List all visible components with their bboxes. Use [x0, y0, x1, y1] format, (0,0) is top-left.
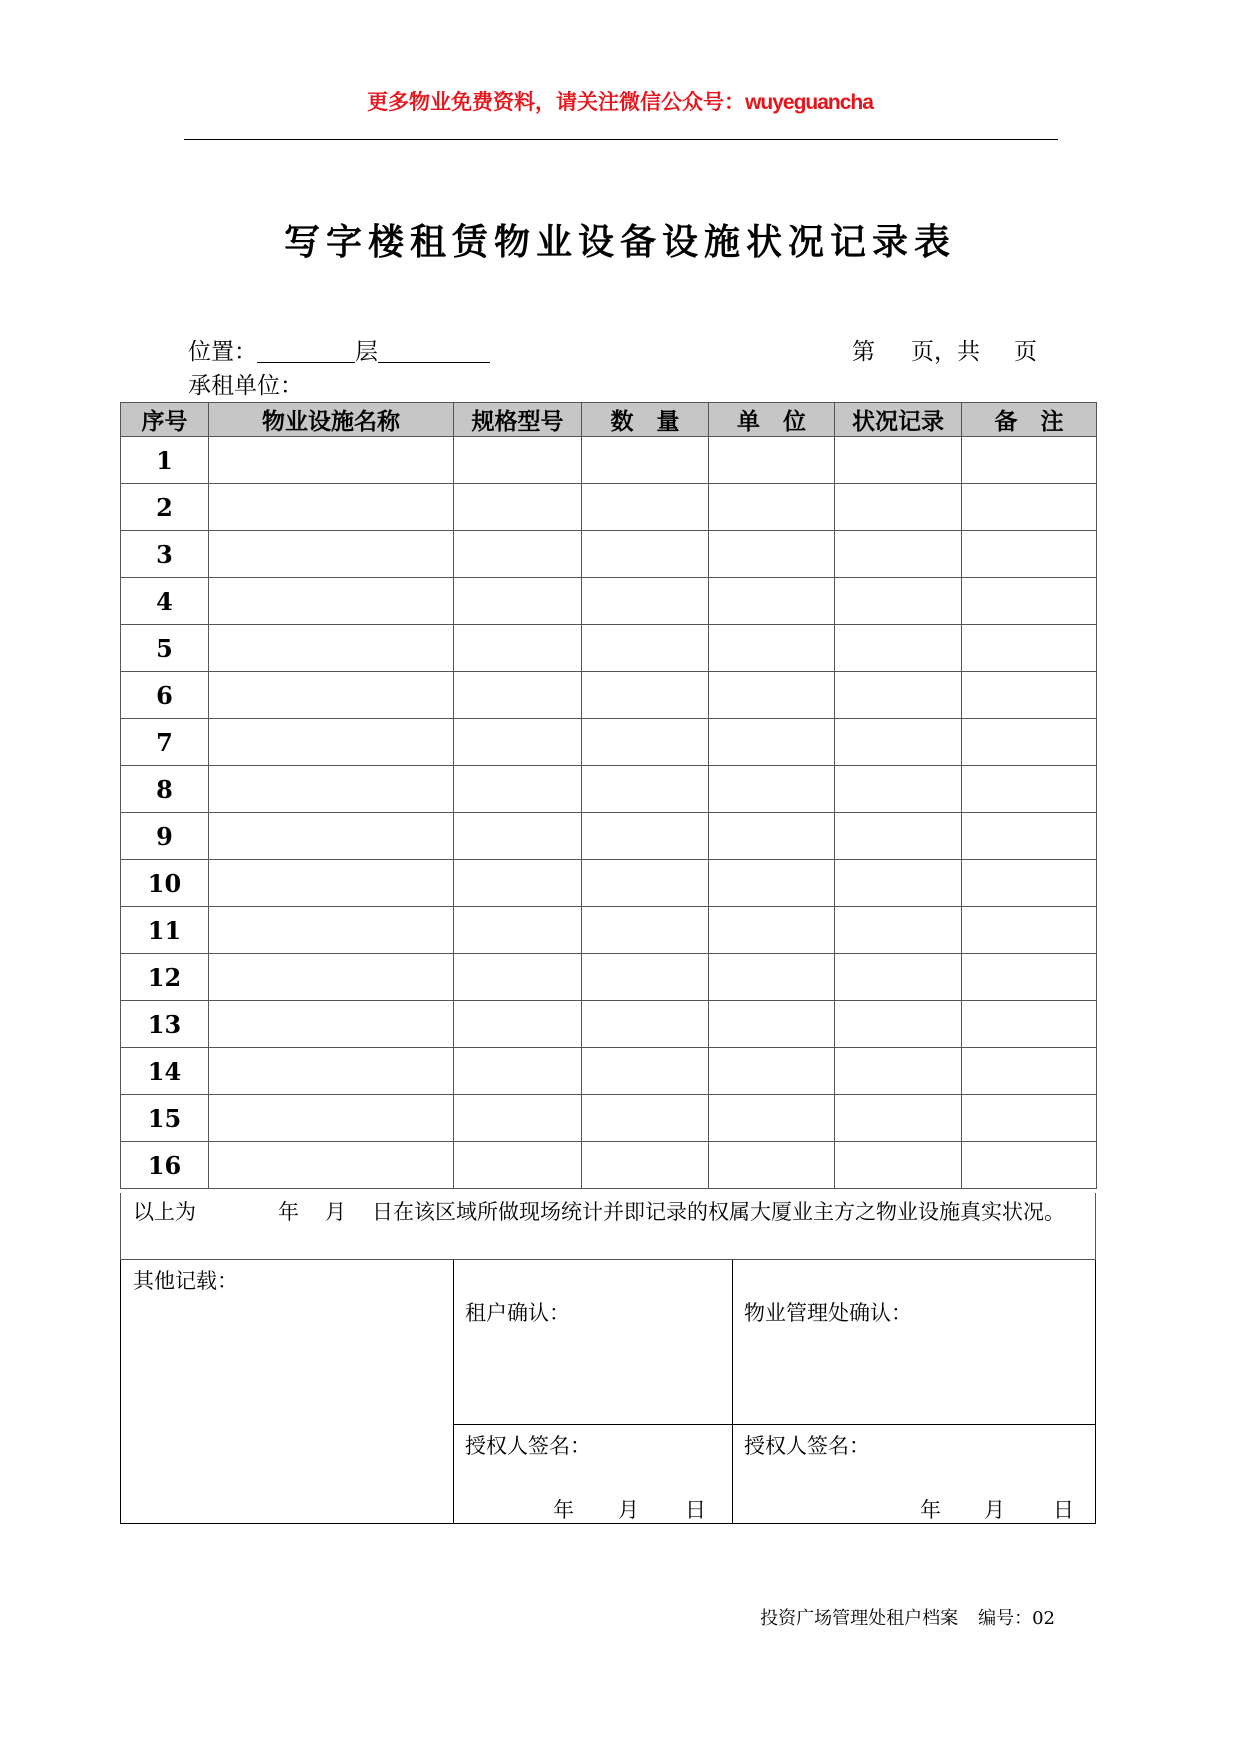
footer-code: 编号：02 — [978, 1608, 1055, 1629]
row-number: 1 — [121, 437, 209, 484]
floor-blank — [378, 340, 490, 363]
cell-unit[interactable] — [709, 578, 835, 625]
cell-remarks[interactable] — [962, 625, 1097, 672]
cell-name[interactable] — [209, 1142, 454, 1189]
cell-remarks[interactable] — [962, 672, 1097, 719]
cell-spec[interactable] — [454, 860, 582, 907]
row-number: 15 — [121, 1095, 209, 1142]
cell-name[interactable] — [209, 484, 454, 531]
cell-spec[interactable] — [454, 954, 582, 1001]
cell-status[interactable] — [835, 1048, 962, 1095]
header-banner — [0, 86, 1240, 116]
col-header-name: 物业设施名称 — [209, 403, 454, 437]
cell-remarks[interactable] — [962, 766, 1097, 813]
cell-spec[interactable] — [454, 1001, 582, 1048]
cell-spec[interactable] — [454, 437, 582, 484]
cell-status[interactable] — [835, 907, 962, 954]
cell-name[interactable] — [209, 813, 454, 860]
tenant-label: 承租单位： — [188, 373, 303, 399]
table-row — [121, 1142, 1097, 1189]
cell-remarks[interactable] — [962, 437, 1097, 484]
confirmation-section — [120, 1260, 1096, 1524]
cell-remarks[interactable] — [962, 1095, 1097, 1142]
cell-quantity[interactable] — [582, 484, 709, 531]
cell-name[interactable] — [209, 766, 454, 813]
cell-status[interactable] — [835, 719, 962, 766]
tenant-confirm-label: 租户确认： — [465, 1301, 570, 1325]
cell-name[interactable] — [209, 672, 454, 719]
cell-status[interactable] — [835, 625, 962, 672]
row-number: 14 — [121, 1048, 209, 1095]
page-label: 第 — [852, 339, 875, 365]
floor-label: 层 — [355, 339, 378, 365]
table-row — [121, 484, 1097, 531]
cell-quantity[interactable] — [582, 1001, 709, 1048]
mgmt-date-day: 日 — [1053, 1498, 1074, 1522]
cell-unit[interactable] — [709, 625, 835, 672]
table-row — [121, 766, 1097, 813]
cell-quantity[interactable] — [582, 813, 709, 860]
cell-remarks[interactable] — [962, 907, 1097, 954]
row-number: 7 — [121, 719, 209, 766]
table-row — [121, 860, 1097, 907]
cell-status[interactable] — [835, 1001, 962, 1048]
statement-text: 日在该区域所做现场统计并即记录的权属大厦业主方之物业设施真实状况。 — [372, 1200, 1065, 1224]
page-count-line — [852, 338, 1037, 366]
row-number: 6 — [121, 672, 209, 719]
page-end-label: 页 — [1014, 339, 1037, 365]
cell-spec[interactable] — [454, 672, 582, 719]
cell-quantity[interactable] — [582, 672, 709, 719]
cell-unit[interactable] — [709, 766, 835, 813]
cell-spec[interactable] — [454, 578, 582, 625]
page-title: 写字楼租赁物业设备设施状况记录表 — [283, 221, 956, 263]
facility-table — [120, 402, 1097, 1189]
cell-quantity[interactable] — [582, 1095, 709, 1142]
position-line — [188, 338, 490, 366]
cell-remarks[interactable] — [962, 1001, 1097, 1048]
table-header-row — [121, 403, 1097, 437]
cell-name[interactable] — [209, 719, 454, 766]
cell-name[interactable] — [209, 907, 454, 954]
mgmt-date-month: 月 — [984, 1498, 1005, 1522]
cell-name[interactable] — [209, 531, 454, 578]
divider-horizontal — [453, 1424, 1096, 1425]
cell-quantity[interactable] — [582, 860, 709, 907]
cell-name[interactable] — [209, 578, 454, 625]
cell-spec[interactable] — [454, 813, 582, 860]
row-number: 16 — [121, 1142, 209, 1189]
page-footer — [760, 1604, 1055, 1630]
tenant-date-year: 年 — [553, 1498, 574, 1522]
cell-unit[interactable] — [709, 531, 835, 578]
cell-spec[interactable] — [454, 1048, 582, 1095]
cell-status[interactable] — [835, 813, 962, 860]
cell-remarks[interactable] — [962, 813, 1097, 860]
cell-name[interactable] — [209, 625, 454, 672]
mgmt-sign-label: 授权人签名： — [744, 1434, 870, 1458]
footer-text: 投资广场管理处租户档案 — [760, 1608, 959, 1629]
table-row — [121, 1001, 1097, 1048]
table-row — [121, 625, 1097, 672]
cell-unit[interactable] — [709, 860, 835, 907]
cell-status[interactable] — [835, 484, 962, 531]
cell-status[interactable] — [835, 531, 962, 578]
cell-quantity[interactable] — [582, 437, 709, 484]
table-row — [121, 1095, 1097, 1142]
cell-spec[interactable] — [454, 531, 582, 578]
cell-name[interactable] — [209, 954, 454, 1001]
row-number: 3 — [121, 531, 209, 578]
cell-unit[interactable] — [709, 813, 835, 860]
cell-status[interactable] — [835, 437, 962, 484]
cell-unit[interactable] — [709, 907, 835, 954]
cell-unit[interactable] — [709, 437, 835, 484]
cell-unit[interactable] — [709, 672, 835, 719]
row-number: 9 — [121, 813, 209, 860]
table-row — [121, 578, 1097, 625]
row-number: 10 — [121, 860, 209, 907]
cell-remarks[interactable] — [962, 484, 1097, 531]
cell-status[interactable] — [835, 860, 962, 907]
table-row — [121, 672, 1097, 719]
cell-name[interactable] — [209, 1001, 454, 1048]
banner-divider — [184, 139, 1058, 140]
cell-spec[interactable] — [454, 719, 582, 766]
row-number: 4 — [121, 578, 209, 625]
mgmt-date-year: 年 — [920, 1498, 941, 1522]
mgmt-confirm-label: 物业管理处确认： — [744, 1301, 912, 1325]
divider-left — [453, 1260, 454, 1524]
cell-remarks[interactable] — [962, 531, 1097, 578]
divider-right — [732, 1260, 733, 1524]
col-header-status: 状况记录 — [835, 403, 962, 437]
cell-unit[interactable] — [709, 719, 835, 766]
tenant-line — [188, 372, 303, 400]
banner-text: 更多物业免费资料，请关注微信公众号： — [367, 89, 746, 114]
page-mid-label: 页，共 — [911, 339, 980, 365]
row-number: 2 — [121, 484, 209, 531]
cell-unit[interactable] — [709, 1142, 835, 1189]
cell-spec[interactable] — [454, 625, 582, 672]
cell-spec[interactable] — [454, 907, 582, 954]
cell-spec[interactable] — [454, 1095, 582, 1142]
table-row — [121, 954, 1097, 1001]
cell-status[interactable] — [835, 954, 962, 1001]
cell-status[interactable] — [835, 672, 962, 719]
cell-unit[interactable] — [709, 1001, 835, 1048]
position-blank — [257, 340, 355, 363]
cell-name[interactable] — [209, 1048, 454, 1095]
col-header-unit: 单 位 — [709, 403, 835, 437]
cell-quantity[interactable] — [582, 719, 709, 766]
cell-spec[interactable] — [454, 1142, 582, 1189]
cell-remarks[interactable] — [962, 1048, 1097, 1095]
statement-prefix: 以上为 — [133, 1200, 196, 1224]
row-number: 11 — [121, 907, 209, 954]
table-row — [121, 437, 1097, 484]
position-label: 位置： — [188, 339, 257, 365]
cell-remarks[interactable] — [962, 954, 1097, 1001]
cell-quantity[interactable] — [582, 625, 709, 672]
statement-box — [120, 1193, 1096, 1260]
cell-remarks[interactable] — [962, 1142, 1097, 1189]
cell-quantity[interactable] — [582, 766, 709, 813]
cell-status[interactable] — [835, 578, 962, 625]
table-row — [121, 907, 1097, 954]
cell-quantity[interactable] — [582, 531, 709, 578]
other-records-label: 其他记载： — [133, 1269, 238, 1293]
col-header-quantity: 数 量 — [582, 403, 709, 437]
cell-spec[interactable] — [454, 484, 582, 531]
cell-unit[interactable] — [709, 484, 835, 531]
table-row — [121, 1048, 1097, 1095]
tenant-date-day: 日 — [685, 1498, 706, 1522]
col-header-remarks: 备 注 — [962, 403, 1097, 437]
table-row — [121, 719, 1097, 766]
cell-spec[interactable] — [454, 766, 582, 813]
cell-quantity[interactable] — [582, 907, 709, 954]
cell-quantity[interactable] — [582, 954, 709, 1001]
cell-quantity[interactable] — [582, 1048, 709, 1095]
cell-status[interactable] — [835, 1095, 962, 1142]
statement-month: 月 — [325, 1200, 346, 1224]
tenant-sign-label: 授权人签名： — [465, 1434, 591, 1458]
row-number: 12 — [121, 954, 209, 1001]
statement-year: 年 — [278, 1200, 299, 1224]
cell-remarks[interactable] — [962, 578, 1097, 625]
cell-name[interactable] — [209, 1095, 454, 1142]
table-row — [121, 813, 1097, 860]
banner-account: wuyeguancha — [745, 91, 873, 114]
cell-unit[interactable] — [709, 954, 835, 1001]
cell-remarks[interactable] — [962, 860, 1097, 907]
cell-unit[interactable] — [709, 1095, 835, 1142]
cell-remarks[interactable] — [962, 719, 1097, 766]
cell-name[interactable] — [209, 860, 454, 907]
tenant-date-month: 月 — [618, 1498, 639, 1522]
cell-status[interactable] — [835, 1142, 962, 1189]
col-header-index: 序号 — [121, 403, 209, 437]
table-row — [121, 531, 1097, 578]
col-header-spec: 规格型号 — [454, 403, 582, 437]
cell-quantity[interactable] — [582, 1142, 709, 1189]
row-number: 13 — [121, 1001, 209, 1048]
cell-name[interactable] — [209, 437, 454, 484]
cell-quantity[interactable] — [582, 578, 709, 625]
row-number: 5 — [121, 625, 209, 672]
cell-unit[interactable] — [709, 1048, 835, 1095]
cell-status[interactable] — [835, 766, 962, 813]
row-number: 8 — [121, 766, 209, 813]
